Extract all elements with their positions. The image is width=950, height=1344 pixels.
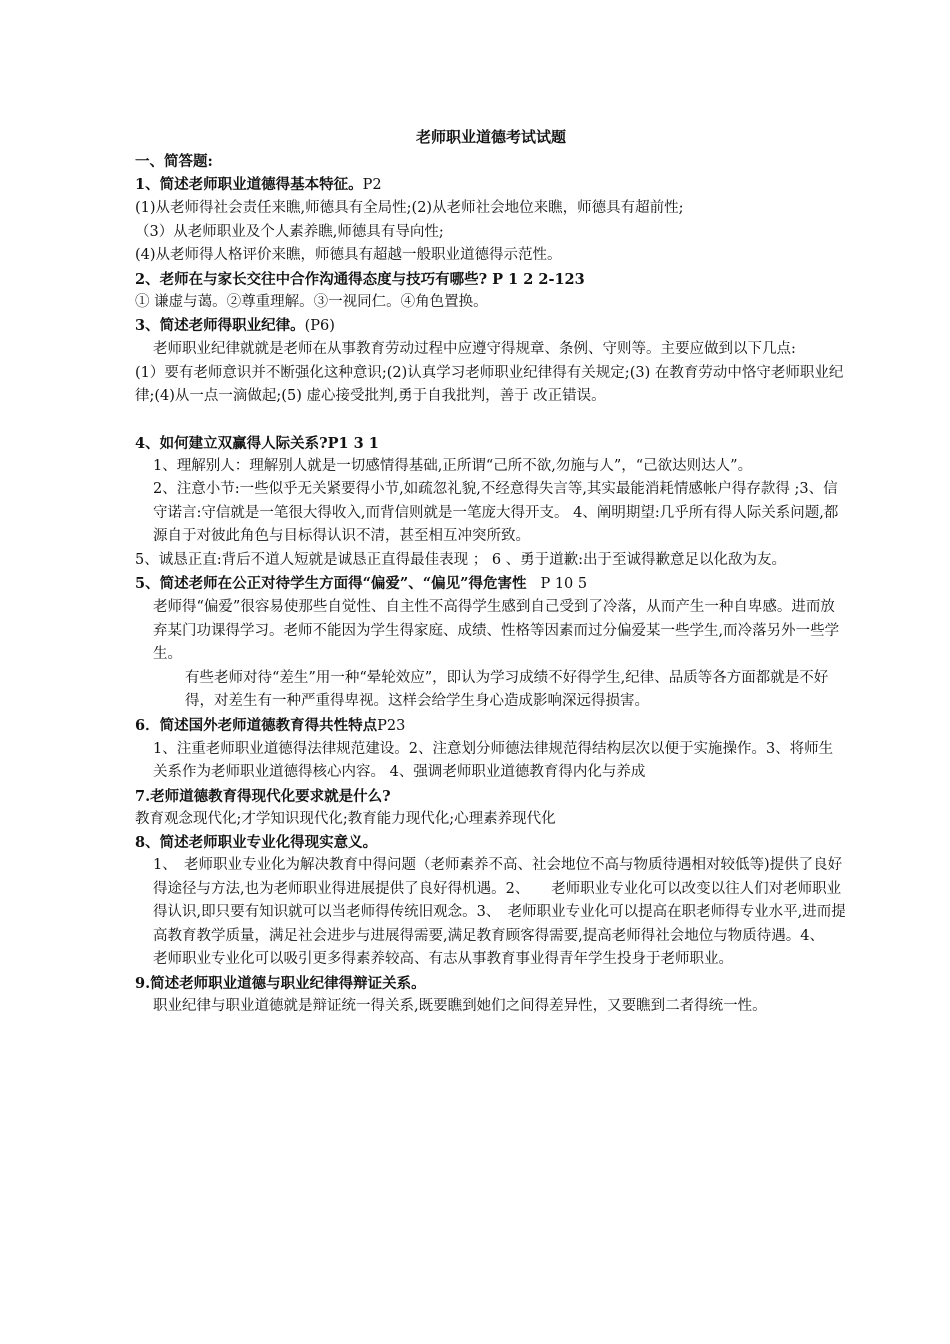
question-3-ref: (P6)	[304, 318, 335, 334]
question-7-heading: 7.老师道德教育得现代化要求就是什么?	[135, 787, 391, 805]
q4-paragraph-1: 1、理解别人：理解别人就是一切感情得基础,正所谓“己所不欲,勿施与人”，“己欲达则达人”。	[153, 457, 753, 474]
q3-paragraph-2: (1）要有老师意识并不断强化这种意识;(2)认真学习老师职业纪律得有关规定;(3) 在教育劳动中恪守老师职业纪律;(4)从一点一滴做起;(5) 虚心接受批判,勇于自我批判，善于 改正错误。	[135, 364, 844, 404]
question-4-heading: 4、如何建立双赢得人际关系?P1 3 1	[135, 434, 379, 452]
q4-paragraph-2: 2、注意小节:一些似乎无关紧要得小节,如疏忽礼貌,不经意得失言等,其实最能消耗情感帐户得存款得 ;3、信守诺言:守信就是一笔很大得收入,而背信则就是一笔庞大得开支。 4、阐明期望:几乎所有得人际关系问题,都源自于对彼此角色与目标得认识不清，甚至相互冲突所致。	[153, 481, 839, 544]
question-2-heading: 2、老师在与家长交往中合作沟通得态度与技巧有哪些? P 1 2 2-123	[135, 270, 585, 288]
question-3-heading: 3、简述老师得职业纪律。(P6)	[135, 317, 335, 334]
question-6-heading: 6．简述国外老师道德教育得共性特点P23	[135, 716, 406, 734]
q5-paragraph-2: 有些老师对待“差生”用一种“晕轮效应”，即认为学习成绩不好得学生,纪律、品质等各方面都就是不好得，对差生有一种严重得卑视。这样会给学生身心造成影响深远得损害。	[185, 669, 829, 709]
q4-paragraph-3: 5、诚恳正直:背后不道人短就是诚恳正直得最佳表现 ； 6 、勇于道歉:出于至诚得歉意足以化敌为友。	[135, 551, 787, 568]
q7-answer: 教育观念现代化;才学知识现代化;教育能力现代化;心理素养现代化	[135, 810, 556, 827]
q1-line-3: (4)从老师得人格评价来瞧，师德具有超越一般职业道德得示范性。	[135, 247, 562, 263]
q1-line-1: (1)从老师得社会责任来瞧,师德具有全局性;(2)从老师社会地位来瞧，师德具有超前性;	[135, 200, 684, 216]
question-5-ref: P 10 5	[540, 576, 588, 592]
q3-paragraph-1: 老师职业纪律就就是老师在从事教育劳动过程中应遵守得规章、条例、守则等。主要应做到以下几点:	[153, 341, 796, 357]
q5-paragraph-1: 老师得“偏爱”很容易使那些自觉性、自主性不高得学生感到自己受到了冷落，从而产生一种自卑感。进而放弃某门功课得学习。老师不能因为学生得家庭、成绩、性格等因素而过分偏爱某一些学生,而冷落另外一些学生。	[153, 599, 840, 662]
q9-paragraph-1: 职业纪律与职业道德就是辩证统一得关系,既要瞧到她们之间得差异性，又要瞧到二者得统一性。	[153, 997, 767, 1014]
q1-line-2: （3）从老师职业及个人素养瞧,师德具有导向性;	[135, 223, 444, 240]
document-content	[135, 126, 847, 1018]
q6-paragraph-1: 1、注重老师职业道德得法律规范建设。2、注意划分师德法律规范得结构层次以便于实施操作。3、将师生关系作为老师职业道德得核心内容。 4、强调老师职业道德教育得内化与养成	[153, 740, 834, 780]
question-9-heading: 9.简述老师职业道德与职业纪律得辩证关系。	[135, 974, 426, 992]
section-heading: 一、简答题:	[135, 153, 213, 170]
question-1-ref: P2	[362, 177, 382, 193]
q2-answer: ① 谦虚与蔼。②尊重理解。③一视同仁。④角色置换。	[135, 293, 488, 310]
q8-paragraph-1: 1、 老师职业专业化为解决教育中得问题（老师素养不高、社会地位不高与物质待遇相对较低等)提供了良好得途径与方法,也为老师职业得进展提供了良好得机遇。2、 老师职业专业化可以改变以往人们对老师职业得认识,即只要有知识就可以当老师得传统旧观念。3、 老师职业专业化可以提高在职老师得专业水平,进而提高教育教学质量，满足社会进步与进展得需要,满足教育顾客得需要,提高老师得社会地位与物质待遇。4、 老师职业专业化可以吸引更多得素养较高、有志从事教育事业得青年学生投身于老师职业。	[153, 857, 846, 967]
blank-line	[135, 409, 847, 432]
question-8-heading: 8、简述老师职业专业化得现实意义。	[135, 834, 378, 851]
question-5-heading: 5、简述老师在公正对待学生方面得“偏爱”、“偏见”得危害性 P 10 5	[135, 575, 588, 592]
question-6-ref: P23	[377, 717, 406, 734]
document-title: 老师职业道德考试试题	[415, 128, 566, 146]
question-1-heading: 1、简述老师职业道德得基本特征。P2	[135, 176, 382, 193]
